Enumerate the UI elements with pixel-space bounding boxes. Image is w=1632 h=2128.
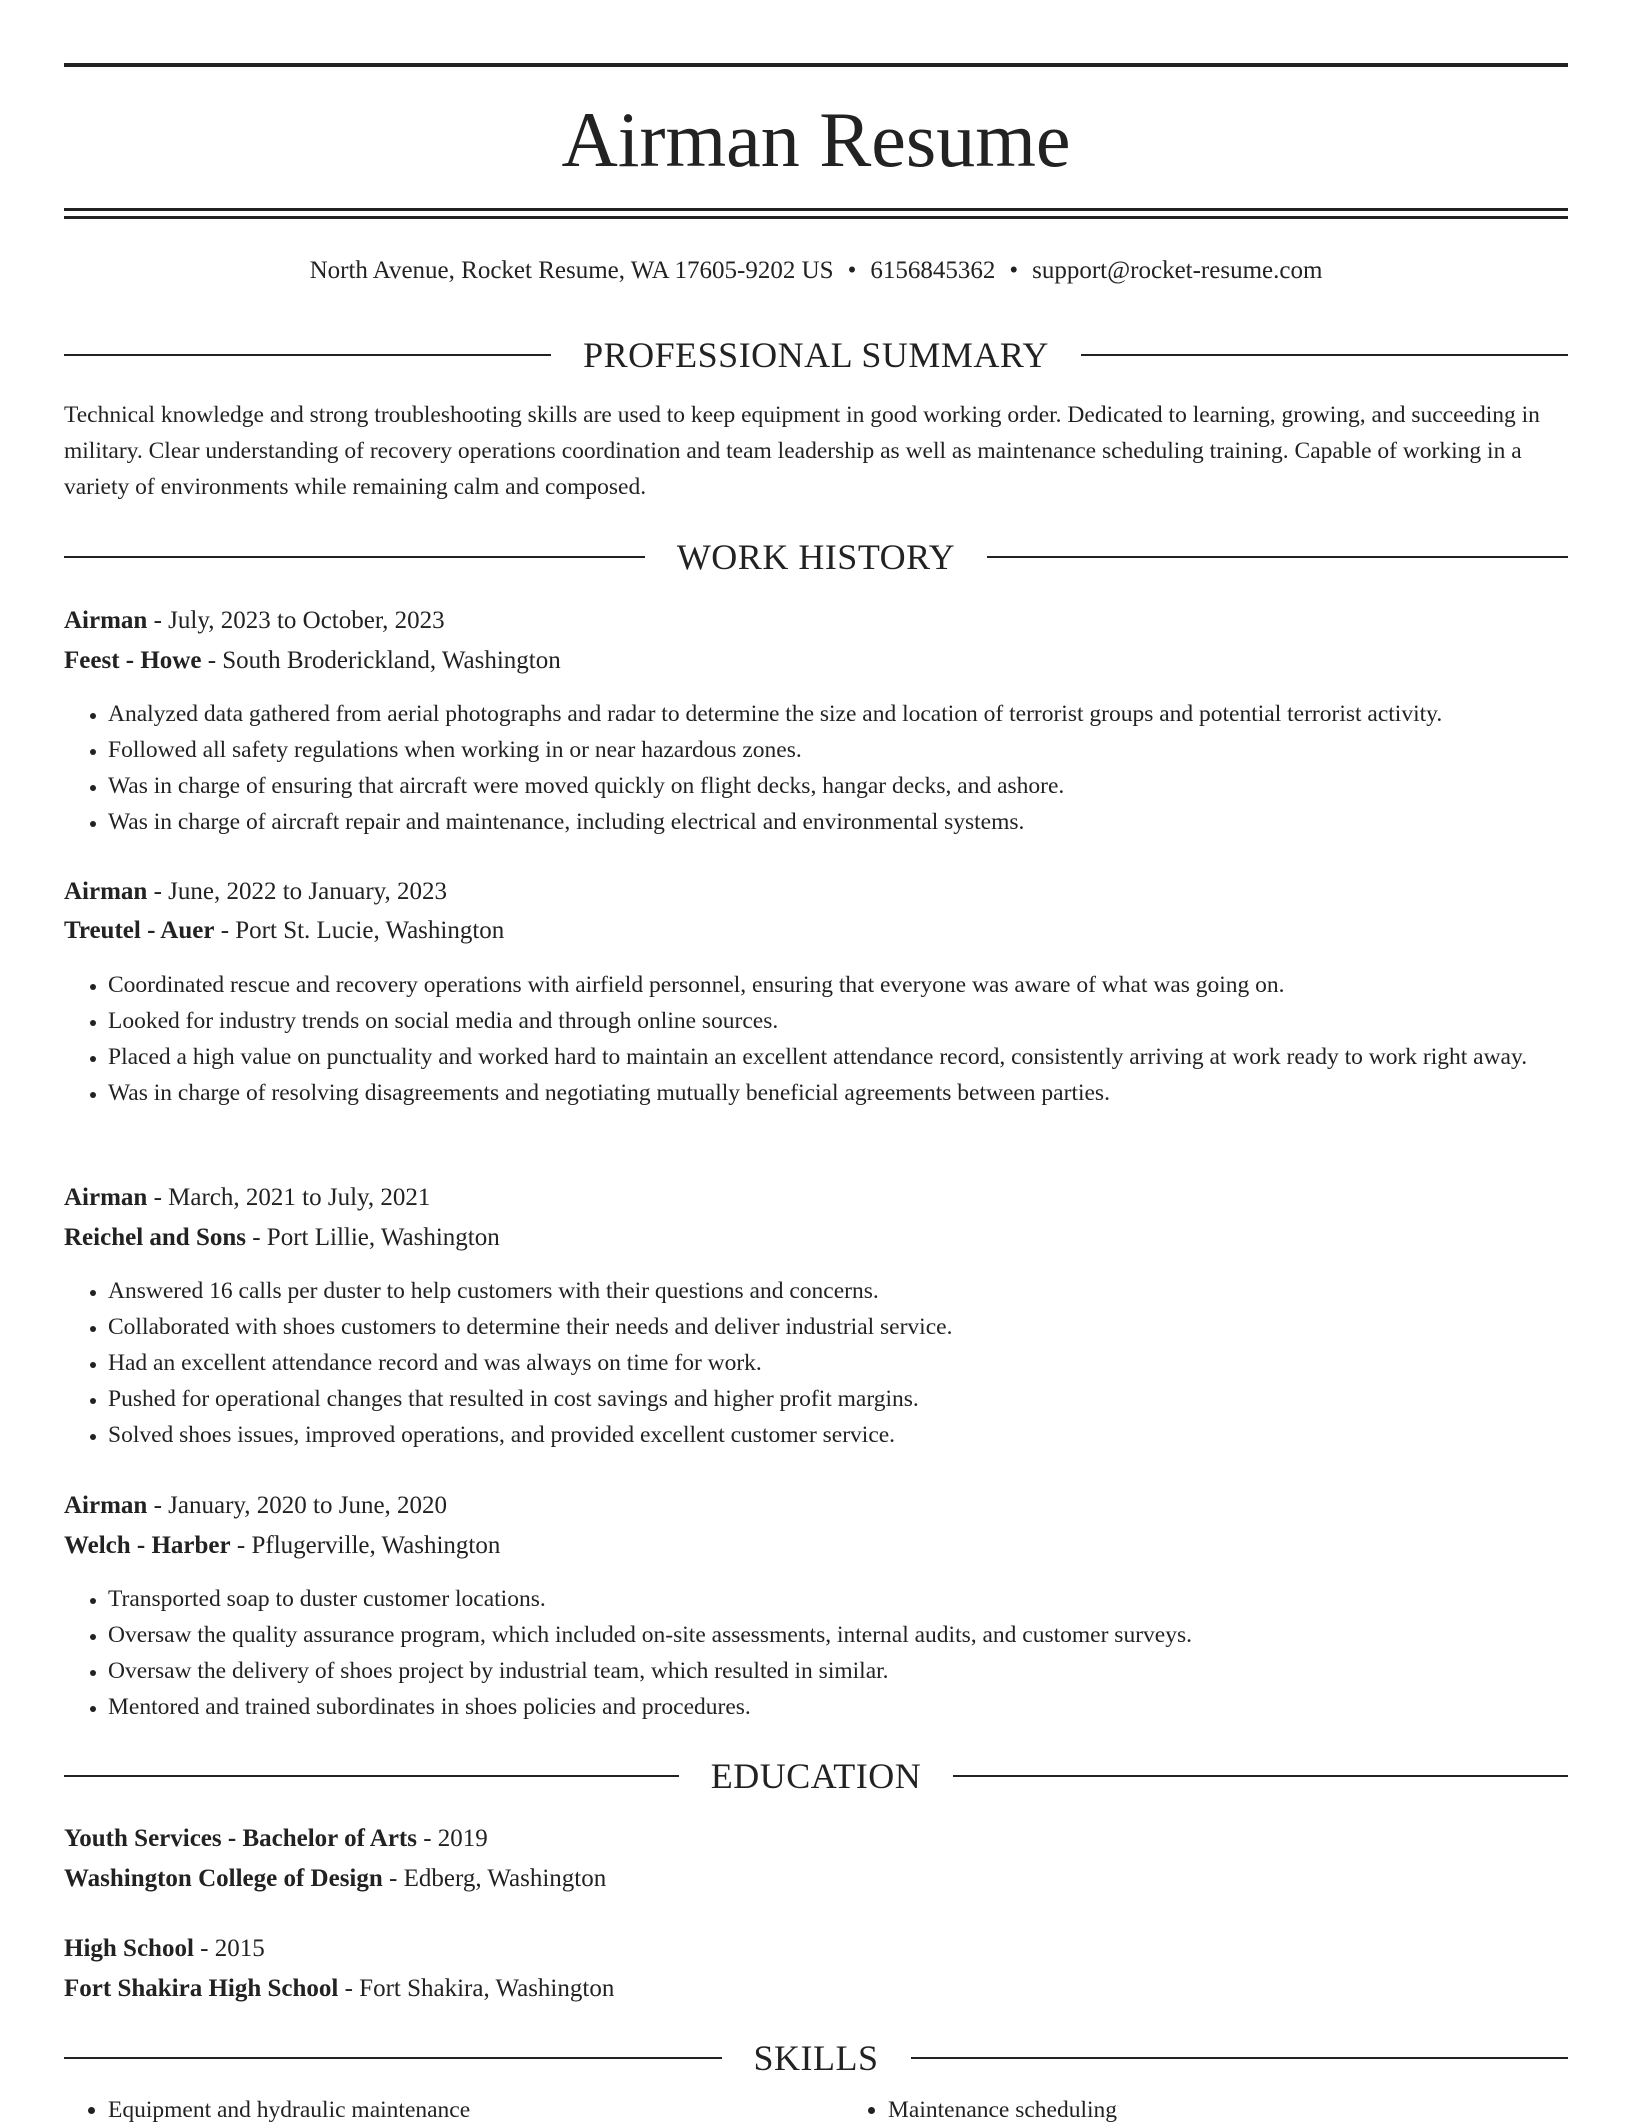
job-company-line xyxy=(64,644,1568,678)
job-company: Treutel - Auer xyxy=(64,917,215,944)
heading-rule xyxy=(987,556,1568,558)
heading-rule xyxy=(64,2057,722,2059)
job-dates: - January, 2020 to June, 2020 xyxy=(147,1492,448,1519)
skills-column xyxy=(64,2092,804,2128)
list-item: • Looked for industry trends on social media and through online sources. xyxy=(108,1003,1568,1039)
education-degree-line xyxy=(64,1822,1568,1856)
job-title: Airman xyxy=(64,878,148,905)
education-year: - 2019 xyxy=(416,1825,488,1852)
heading-rule xyxy=(64,1775,679,1777)
education-degree: High School xyxy=(64,1935,194,1962)
job-bullets xyxy=(64,696,1568,840)
list-item: • Collaborated with shoes customers to determine their needs and deliver industrial service. xyxy=(108,1309,1568,1345)
list-item: • Solved shoes issues, improved operations, and provided excellent customer service. xyxy=(108,1417,1568,1453)
job-bullets xyxy=(64,1273,1568,1453)
job-dates: - July, 2023 to October, 2023 xyxy=(147,607,445,634)
job-bullets xyxy=(64,1581,1568,1725)
section-heading-education xyxy=(64,1756,1568,1796)
section-heading-label: EDUCATION xyxy=(710,1756,922,1796)
education-school: Washington College of Design xyxy=(64,1865,383,1892)
section-heading-label: SKILLS xyxy=(753,2038,879,2078)
job-company: Feest - Howe xyxy=(64,647,202,674)
job-company-line xyxy=(64,914,1568,948)
education-degree-line xyxy=(64,1932,1568,1966)
section-heading-skills xyxy=(64,2038,1568,2078)
job-company: Reichel and Sons xyxy=(64,1224,246,1251)
heading-rule xyxy=(64,354,551,356)
contact-separator: • xyxy=(1009,257,1019,284)
contact-address: North Avenue, Rocket Resume, WA 17605-9202 US xyxy=(309,257,834,284)
education-school-line xyxy=(64,1862,1568,1896)
job-location: - Port Lillie, Washington xyxy=(245,1224,500,1251)
job-location: - Port St. Lucie, Washington xyxy=(214,917,505,944)
top-rule xyxy=(64,63,1568,67)
job-company: Welch - Harber xyxy=(64,1532,231,1559)
list-item: • Had an excellent attendance record and was always on time for work. xyxy=(108,1345,1568,1381)
title-rule-lower xyxy=(64,216,1568,219)
list-item: • Oversaw the delivery of shoes project by industrial team, which resulted in similar. xyxy=(108,1653,1568,1689)
education-location: - Fort Shakira, Washington xyxy=(338,1975,615,2002)
title-rule-upper xyxy=(64,208,1568,211)
education-school-line xyxy=(64,1972,1568,2006)
job-title: Airman xyxy=(64,1492,148,1519)
education-year: - 2015 xyxy=(193,1935,265,1962)
job-title: Airman xyxy=(64,1184,148,1211)
education-degree: Youth Services - Bachelor of Arts xyxy=(64,1825,417,1852)
heading-rule xyxy=(953,1775,1568,1777)
job-title: Airman xyxy=(64,607,148,634)
list-item: • Mentored and trained subordinates in shoes policies and procedures. xyxy=(108,1689,1568,1725)
education-location: - Edberg, Washington xyxy=(382,1865,607,1892)
contact-separator: • xyxy=(847,257,857,284)
education-school: Fort Shakira High School xyxy=(64,1975,339,2002)
professional-summary: Technical knowledge and strong troubleshooting skills are used to keep equipment in good working order. Dedicated to learning, growing, and succeeding in military. Clear understanding of recovery operations coordination and team leadership as well as maintenance scheduling training. Capable of working in a variety of environments while remaining calm and composed. xyxy=(64,402,1540,500)
job-dates: - March, 2021 to July, 2021 xyxy=(147,1184,431,1211)
job-location: - Pflugerville, Washington xyxy=(230,1532,501,1559)
section-heading-label: PROFESSIONAL SUMMARY xyxy=(583,335,1049,375)
resume-title: Airman Resume xyxy=(561,96,1071,183)
list-item: • Followed all safety regulations when working in or near hazardous zones. xyxy=(108,732,1568,768)
contact-phone: 6156845362 xyxy=(870,257,996,284)
list-item: • Transported soap to duster customer locations. xyxy=(108,1581,1568,1617)
job-company-line xyxy=(64,1529,1568,1563)
section-heading-summary xyxy=(64,335,1568,375)
list-item: • Pushed for operational changes that resulted in cost savings and higher profit margins. xyxy=(108,1381,1568,1417)
job-title-line xyxy=(64,1489,1568,1523)
heading-rule xyxy=(1081,354,1568,356)
list-item: • Placed a high value on punctuality and worked hard to maintain an excellent attendance record, consistently arriving at work ready to work right away. xyxy=(108,1039,1568,1075)
job-company-line xyxy=(64,1221,1568,1255)
job-title-line xyxy=(64,604,1568,638)
job-title-line xyxy=(64,1181,1568,1215)
list-item: • Analyzed data gathered from aerial photographs and radar to determine the size and location of terrorist groups and potential terrorist activity. xyxy=(108,696,1568,732)
list-item: • Equipment and hydraulic maintenance xyxy=(108,2092,804,2128)
list-item: • Coordinated rescue and recovery operations with airfield personnel, ensuring that everyone was aware of what was going on. xyxy=(108,967,1568,1003)
heading-rule xyxy=(911,2057,1569,2059)
list-item: • Answered 16 calls per duster to help customers with their questions and concerns. xyxy=(108,1273,1568,1309)
section-heading-label: WORK HISTORY xyxy=(676,537,956,577)
skills-list xyxy=(64,2092,1568,2122)
list-item: • Was in charge of aircraft repair and maintenance, including electrical and environmental systems. xyxy=(108,804,1568,840)
contact-line xyxy=(64,254,1568,288)
job-dates: - June, 2022 to January, 2023 xyxy=(147,878,448,905)
job-bullets xyxy=(64,967,1568,1111)
list-item: • Was in charge of resolving disagreements and negotiating mutually beneficial agreements between parties. xyxy=(108,1075,1568,1111)
section-heading-work xyxy=(64,537,1568,577)
list-item: • Was in charge of ensuring that aircraft were moved quickly on flight decks, hangar decks, and ashore. xyxy=(108,768,1568,804)
list-item: • Maintenance scheduling xyxy=(888,2092,1544,2128)
contact-email[interactable]: support@rocket-resume.com xyxy=(1032,257,1323,284)
job-title-line xyxy=(64,875,1568,909)
heading-rule xyxy=(64,556,645,558)
skills-column xyxy=(844,2092,1544,2128)
job-location: - South Broderickland, Washington xyxy=(201,647,561,674)
list-item: • Oversaw the quality assurance program, which included on-site assessments, internal audits, and customer surveys. xyxy=(108,1617,1568,1653)
